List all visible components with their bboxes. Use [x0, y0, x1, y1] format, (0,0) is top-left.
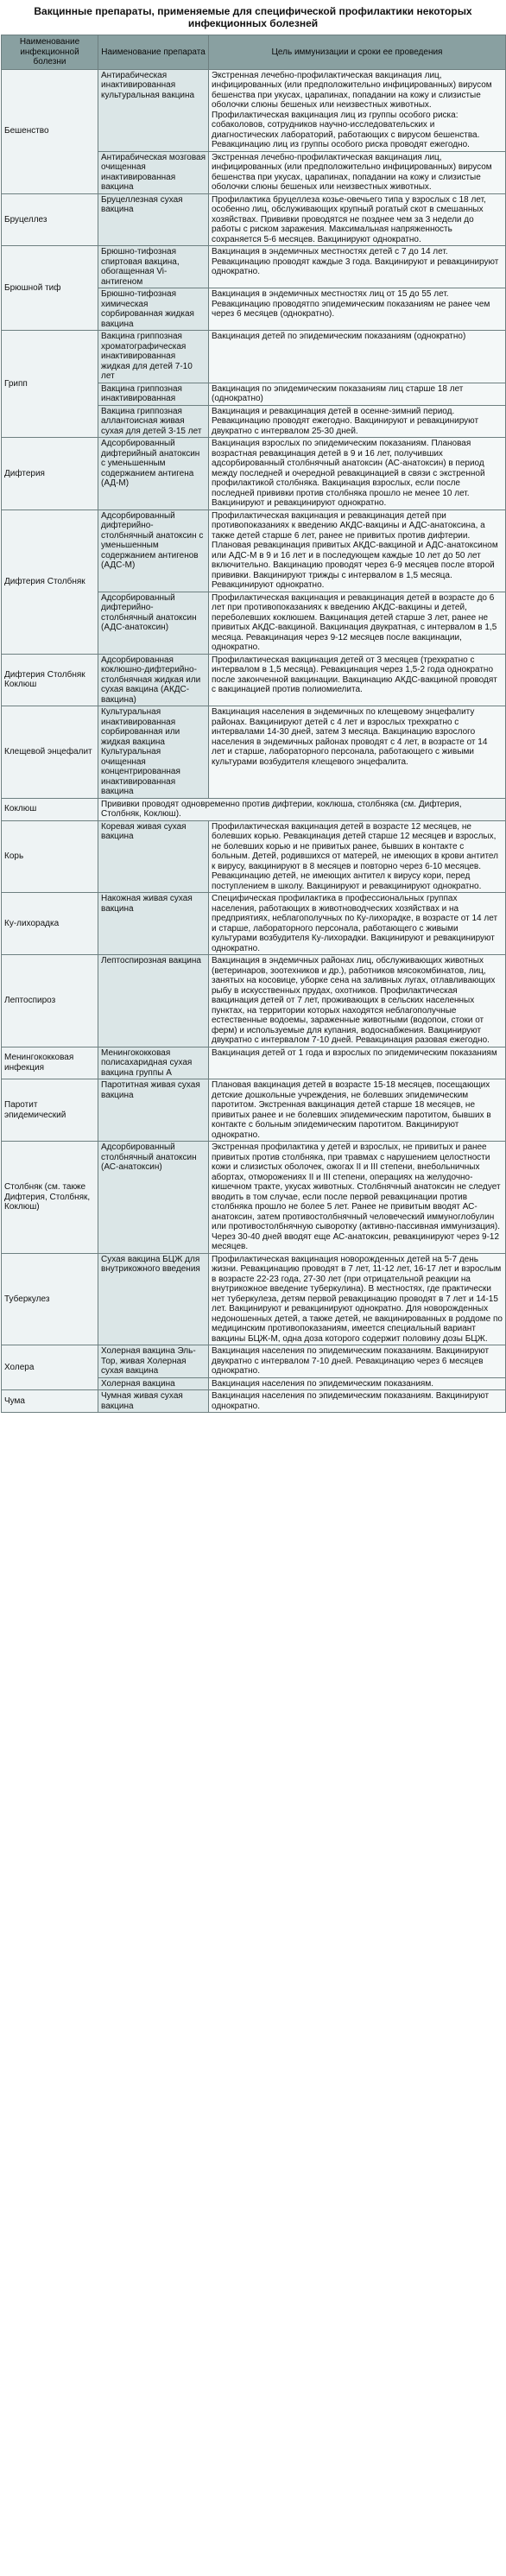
table-row	[2, 1142, 506, 1254]
table-row	[2, 654, 506, 706]
disease-name: Чума	[2, 1390, 98, 1413]
vaccine-table	[1, 35, 506, 1413]
vaccine-name: Менингококковая полисахаридная сухая вакцина группы А	[98, 1047, 209, 1079]
disease-name: Паротит эпидемический	[2, 1079, 98, 1142]
immunization-purpose: Профилактическая вакцинация детей от 3 месяцев (трехкратно с интервалом в 1,5 месяца). Ревакцинация через 1,5-2 года однократно после законченной вакцинации. Вакцинацию АКДС-вакциной проводят с вакцинацией против полиомиелита.	[209, 654, 506, 706]
vaccine-name: Чумная живая сухая вакцина	[98, 1390, 209, 1413]
header-vaccine: Наименование препарата	[98, 35, 209, 70]
immunization-purpose: Вакцинация в эндемичных местностях детей с 7 до 14 лет. Ревакцинацию проводят каждые 3 года. Вакцинируют и ревакцинируют однократно.	[209, 246, 506, 288]
immunization-purpose: Вакцинация взрослых по эпидемическим показаниям. Плановая возрастная ревакцинация детей в 9 и 16 лет, получивших адсорбированный столбнячный анатоксин (АС-анатоксин) в период между последней и очередной ревакцинацией в связи с экстренной профилактикой столбняка. Вакцинация взрослых, если после последней прививки против столбняка прошло не менее 10 лет. Вакцинируют и ревакцинируют однократно.	[209, 438, 506, 510]
vaccine-name: Брюшно-тифозная химическая сорбированная жидкая вакцина	[98, 288, 209, 331]
immunization-purpose: Вакцинация в эндемичных местностях лиц от 15 до 55 лет. Ревакцинацию проводятпо эпидемическим показаниям не ранее чем через 6 месяцев (однократно).	[209, 288, 506, 331]
vaccine-name: Бруцеллезная сухая вакцина	[98, 193, 209, 246]
table-header	[2, 35, 506, 70]
immunization-purpose: Экстренная профилактика у детей и взрослых, не привитых и ранее привитых против столбняка, при травмах с нарушением целостности кожи и слизистых оболочек, ожогах II и III степени, внебольничных абортах, отморожениях II и III степени, операциях на желудочно-кишечном тракте, укусах животных. Столбнячный анатоксин не следует вводить в том случае, если после первой ревакцинации против столбняка прошло не более 5 лет. Ранее не привитым вводят АС-анатоксин, затем противостолбнячный человеческий иммуноглобулин или противостолбнячную сыворотку (активно-пассивная иммунизация). Через 30-40 дней вводят еще АС-анатоксин, ревакцинируют через 9-12 месяцев.	[209, 1142, 506, 1254]
table-row	[2, 893, 506, 955]
table-row	[2, 246, 506, 288]
immunization-purpose: Вакцинация детей по эпидемическим показаниям (однократно)	[209, 331, 506, 383]
immunization-purpose: Вакцинация в эндемичных районах лиц, обслуживающих животных (ветеринаров, зоотехников и др.), работников мясокомбинатов, лиц, занятых на косовице, уборке сена на заливных лугах, отлавливающих рыбу в искусственных прудах, охотников. Профилактическая вакцинация детей от 7 лет, проживающих в сельских населенных пунктах, на территории которых находятся неблагополучные естественные водоемы, зараженные животными (водопои, стоки от ферм) и используемые для купания, водоснабжения. Вакцинируют двукратно с интервалом 7-10 дней. Ревакцинация разовая ежегодно.	[209, 955, 506, 1047]
immunization-purpose: Вакцинация детей от 1 года и взрослых по эпидемическим показаниям	[209, 1047, 506, 1079]
table-row	[2, 1079, 506, 1142]
immunization-purpose: Профилактическая вакцинация и ревакцинация детей в возрасте до 6 лет при противопоказаниях к введению АКДС-вакцины и детей, переболевших коклюшем. Вакцинация детей старше 3 лет, ранее не привитых АКДС-вакциной. Вакцинация двукратная, с интервалом в 1,5 месяца. Ревакцинация через 9-12 месяцев после вакцинации, однократно.	[209, 592, 506, 654]
disease-name: Бешенство	[2, 69, 98, 193]
header-row	[2, 35, 506, 70]
table-row	[2, 193, 506, 246]
disease-name: Столбняк (см. также Дифтерия, Столбняк, Коклюш)	[2, 1142, 98, 1254]
immunization-purpose: Профилактика бруцеллеза козье-овечьего типа у взрослых с 18 лет, особенно лиц, обслуживающих крупный рогатый скот в смешанных хозяйствах. Прививки проводятся не позднее чем за 3 недели до работы с риском заражения. Максимальная напряженность сохраняется 5-6 месяцев. Вакцинируют однократно.	[209, 193, 506, 246]
header-disease: Наименование инфекционной болезни	[2, 35, 98, 70]
vaccine-name: Адсорбированная коклюшно-дифтерийно-столбнячная жидкая или сухая вакцина (АКДС-вакцина)	[98, 654, 209, 706]
disease-name: Корь	[2, 820, 98, 893]
vaccine-name: Коревая живая сухая вакцина	[98, 820, 209, 893]
table-row	[2, 1253, 506, 1345]
vaccine-name: Вакцина гриппозная хроматографическая инактивированная жидкая для детей 7-10 лет	[98, 331, 209, 383]
immunization-purpose: Вакцинация населения в эндемичных по клещевому энцефалиту районах. Вакцинируют детей с 4 лет и взрослых трехкратно с интервалами 14-30 дней, затем 3 месяца. Вакцинацию взрослого населения в эндемичных районах проводят с 4 лет, в возрасте от 14 лет и старше, лабораторного персонала, работающего с живыми культурами возбудителя клещевого энцефалита.	[209, 706, 506, 799]
immunization-purpose: Вакцинация населения по эпидемическим показаниям. Вакцинируют однократно.	[209, 1390, 506, 1413]
table-row	[2, 1345, 506, 1378]
immunization-purpose: Профилактическая вакцинация новорожденных детей на 5-7 день жизни. Ревакцинацию проводят в 7 лет, 11-12 лет, 16-17 лет и взрослым в возрасте 22-23 года, 27-30 лет (при отрицательной реакции на внутрикожное введение туберкулина). В местностях, где практически нет туберкулеза, детям первой ревакцинацию проводят в 7 лет и 14-15 лет. Вакцинируют и ревакцинируют однократно. Для новорожденных недоношенных детей, а также детей, не вакцинированных в роддоме по медицинским противопоказаниям, имеется специальный вариант вакцины БЦЖ-М, одна доза которого содержит половину дозы БЦЖ.	[209, 1253, 506, 1345]
disease-name: Ку-лихорадка	[2, 893, 98, 955]
vaccine-name: Холерная вакцина	[98, 1377, 209, 1390]
vaccine-name: Лептоспирозная вакцина	[98, 955, 209, 1047]
immunization-purpose: Экстренная лечебно-профилактическая вакцинация лиц, инфицированных (или предположительно инфицированных) вирусом бешенства при укусах, царапинах, попадании на кожу и слизистые оболочки слюны бешеных или неизвестных животных. Профилактическая вакцинация лиц из группы особого риска: собаколовов, сотрудников научно-исследовательских и диагностических лабораторий, работающих с вирусом бешенства. Ревакцинацию лиц из группы особого риска проводят ежегодно.	[209, 69, 506, 151]
disease-name: Дифтерия	[2, 438, 98, 510]
disease-name: Холера	[2, 1345, 98, 1390]
immunization-purpose: Плановая вакцинация детей в возрасте 15-18 месяцев, посещающих детские дошкольные учреждения, не болевших эпидемическим паротитом. Экстренная вакцинация детей старше 18 месяцев, не привитых ранее и не болевших эпидемическим паротитом, бывших в контакте с больным эпидемическим паротитом. Вакцинируют однократно.	[209, 1079, 506, 1142]
vaccine-name: Антирабическая мозговая очищенная инактивированная вакцина	[98, 151, 209, 193]
vaccine-name: Брюшно-тифозная спиртовая вакцина, обогащенная Vi-антигеном	[98, 246, 209, 288]
immunization-purpose: Профилактическая вакцинация детей в возрасте 12 месяцев, не болевших корью. Ревакцинация детей старше 12 месяцев и взрослых, не болевших корью и не привитых ранее, бывших в контакте с больным. Детей, родившихся от матерей, не имеющих в крови антител к вирусу, вакцинируют в 8 месяцев и повторно через 6-10 месяцев. Ревакцинацию детей, не имеющих антител к вирусу кори, перед поступлением в школу. Вакцинируют и ревакцинируют однократно.	[209, 820, 506, 893]
vaccine-name: Вакцина гриппозная аллантоисная живая сухая для детей 3-15 лет	[98, 405, 209, 438]
vaccine-name: Культуральная инактивированная сорбированная или жидкая вакцина Культуральная очищенная концентрированная инактивированная вакцина	[98, 706, 209, 799]
table-row	[2, 510, 506, 592]
immunization-purpose: Специфическая профилактика в профессиональных группах населения, работающих в животноводческих хозяйствах и на предприятиях, неблагополучных по Ку-лихорадке, в возрасте от 14 лет и старше, лабораторного персонала, работающего с живыми культурами возбудителя Ку-лихорадки. Вакцинируют и ревакцинируют однократно.	[209, 893, 506, 955]
immunization-purpose: Вакцинация по эпидемическим показаниям лиц старше 18 лет (однократно)	[209, 383, 506, 405]
header-purpose: Цель иммунизации и сроки ее проведения	[209, 35, 506, 70]
combined-note: Прививки проводят одновременно против дифтерии, коклюша, столбняка (см. Дифтерия, Столбняк, Коклюш).	[98, 798, 506, 820]
vaccine-name: Холерная вакцина Эль-Тор, живая Холерная сухая вакцина	[98, 1345, 209, 1378]
disease-name: Бруцеллез	[2, 193, 98, 246]
immunization-purpose: Вакцинация населения по эпидемическим показаниям.	[209, 1377, 506, 1390]
vaccine-name: Адсорбированный дифтерийный анатоксин с уменьшенным содержанием антигена (АД-М)	[98, 438, 209, 510]
immunization-purpose: Экстренная лечебно-профилактическая вакцинация лиц, инфицированных (или предположительно инфицированных) вирусом бешенства при укусах, царапинах, попадании на кожу и слизистые оболочки слюны бешеных или неизвестных животных.	[209, 151, 506, 193]
vaccine-name: Вакцина гриппозная инактивированная	[98, 383, 209, 405]
immunization-purpose: Вакцинация и ревакцинация детей в осенне-зимний период. Ревакцинацию проводят ежегодно. Вакцинируют и ревакцинируют двукратно с интервалом 25-30 дней.	[209, 405, 506, 438]
vaccine-name: Адсорбированный дифтерийно-столбнячный анатоксин с уменьшенным содержанием антигенов (АДС-М)	[98, 510, 209, 592]
table-row	[2, 706, 506, 799]
table-row	[2, 331, 506, 383]
vaccine-name: Адсорбированный столбнячный анатоксин (АС-анатоксин)	[98, 1142, 209, 1254]
table-body	[2, 69, 506, 1413]
table-row	[2, 798, 506, 820]
page-title: Вакцинные препараты, применяемые для специфической профилактики некоторых инфекционных болезней	[34, 5, 472, 29]
disease-name: Лептоспироз	[2, 955, 98, 1047]
disease-name: Грипп	[2, 331, 98, 438]
table-row	[2, 438, 506, 510]
table-row	[2, 820, 506, 893]
immunization-purpose: Профилактическая вакцинация и ревакцинация детей при противопоказаниях к введению АКДС-вакцины и АДС-анатоксина, а также детей старше 6 лет, ранее не привитых против дифтерии. Плановая ревакцинация привитых АКДС-вакциной и АДС-анатоксином или АДС-М в 9 и 16 лет и в последующем каждые 10 лет до 50 лет включительно. Вакцинацию проводят через 6-9 месяцев после второй прививки. Вакцинируют трижды с интервалом в 1,5 месяца. Ревакцинируют однократно.	[209, 510, 506, 592]
vaccine-name: Сухая вакцина БЦЖ для внутрикожного введения	[98, 1253, 209, 1345]
disease-name: Коклюш	[2, 798, 98, 820]
table-row	[2, 955, 506, 1047]
disease-name: Менингококковая инфекция	[2, 1047, 98, 1079]
vaccine-name: Адсорбированный дифтерийно-столбнячный анатоксин (АДС-анатоксин)	[98, 592, 209, 654]
disease-name: Дифтерия Столбняк	[2, 510, 98, 654]
disease-name: Клещевой энцефалит	[2, 706, 98, 799]
table-row	[2, 69, 506, 151]
vaccine-name: Паротитная живая сухая вакцина	[98, 1079, 209, 1142]
disease-name: Брюшной тиф	[2, 246, 98, 331]
disease-name: Дифтерия Столбняк Коклюш	[2, 654, 98, 706]
vaccine-name: Накожная живая сухая вакцина	[98, 893, 209, 955]
table-row	[2, 1047, 506, 1079]
disease-name: Туберкулез	[2, 1253, 98, 1345]
table-row	[2, 1390, 506, 1413]
vaccine-name: Антирабическая инактивированная культуральная вакцина	[98, 69, 209, 151]
immunization-purpose: Вакцинация населения по эпидемическим показаниям. Вакцинируют двукратно с интервалом 7-10 дней. Ревакцинацию через 6 месяцев однократно.	[209, 1345, 506, 1378]
